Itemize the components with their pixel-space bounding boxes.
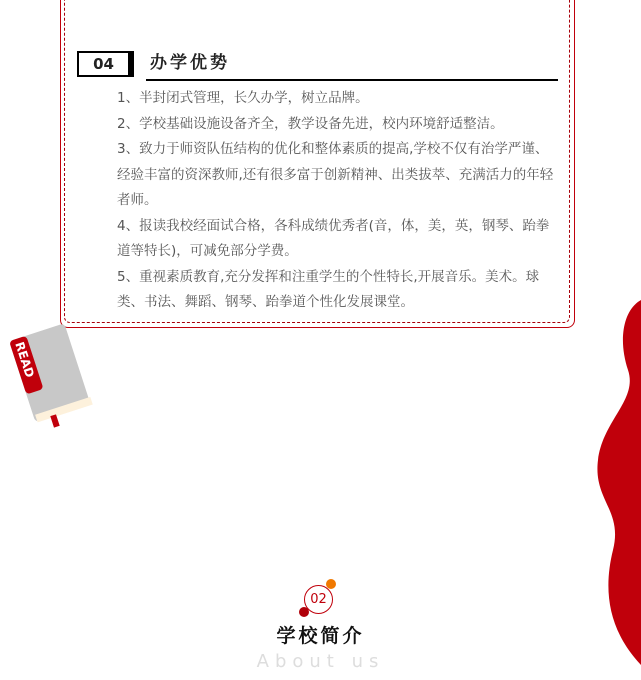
title-underline: [146, 79, 558, 81]
section-number-badge: 02: [304, 585, 333, 614]
decorative-wave: [593, 300, 641, 670]
paragraph: 5、重视素质教育,充分发挥和注重学生的个性特长,开展音乐。美术。球类、书法、舞蹈、钢琴、跆拳道个性化发展课堂。: [117, 268, 540, 310]
red-dot: [299, 607, 309, 617]
paragraph: 4、报读我校经面试合格，各科成绩优秀者(音，体，美，英，钢琴、跆拳道等特长)，可减免部分学费。: [117, 217, 550, 259]
book-icon: [0, 310, 100, 430]
section-body: [117, 86, 557, 316]
section-subtitle: About us: [256, 651, 385, 672]
section-number: 04: [77, 51, 134, 77]
section-heading: 学校简介: [276, 625, 365, 647]
paragraph: 3、致力于师资队伍结构的优化和整体素质的提高,学校不仅有治学严谨、经验丰富的资深教师,还有很多富于创新精神、出类拔萃、充满活力的年轻者师。: [117, 141, 554, 208]
book-label: READ: [12, 340, 37, 380]
paragraph: 2、学校基础设施设备齐全，教学设备先进，校内环境舒适整洁。: [117, 115, 504, 132]
section-title: 办学优势: [150, 53, 230, 73]
paragraph: 1、半封闭式管理，长久办学，树立品牌。: [117, 90, 369, 106]
